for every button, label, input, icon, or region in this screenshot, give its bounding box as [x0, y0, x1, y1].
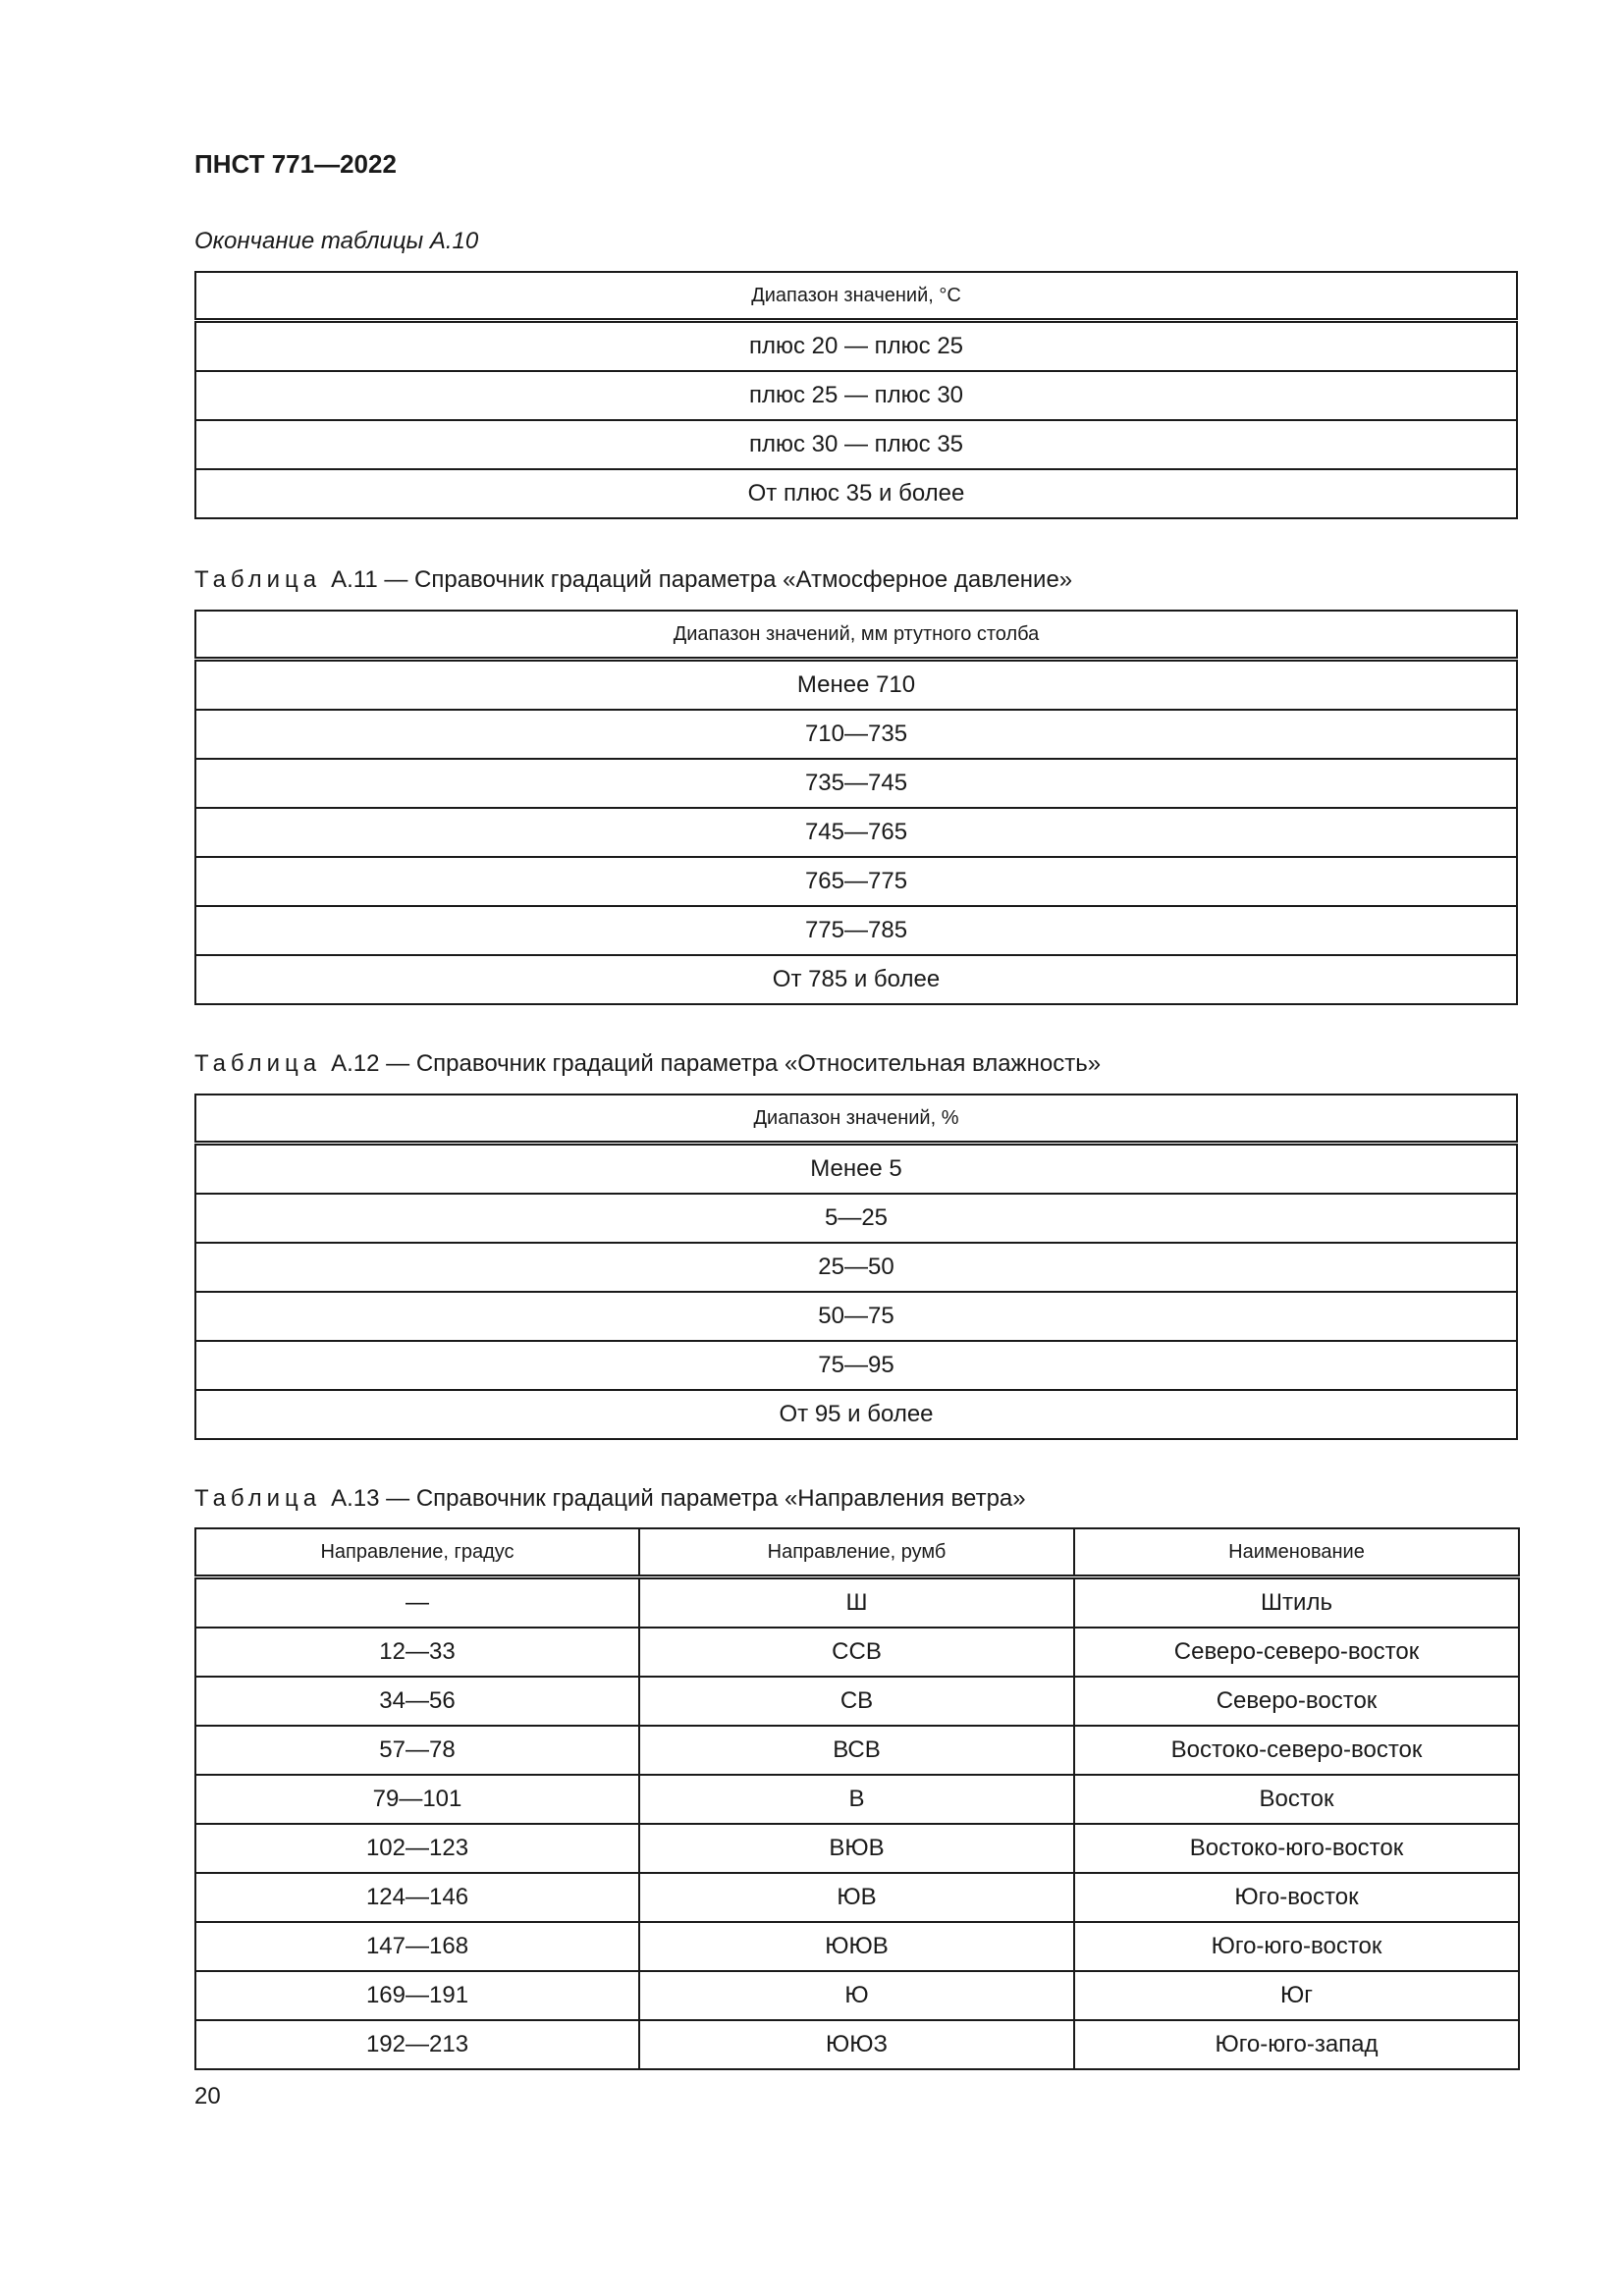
table-a11-pressure	[194, 610, 1518, 1005]
table-cell: ВСВ	[639, 1726, 1074, 1775]
table-row	[195, 1144, 1517, 1195]
table-cell: От 785 и более	[195, 955, 1517, 1004]
table-cell: Ю	[639, 1971, 1074, 2020]
table-a12-caption	[194, 1050, 1101, 1078]
table-cell: плюс 30 — плюс 35	[195, 420, 1517, 469]
table-cell: Северо-восток	[1074, 1677, 1519, 1726]
table-row	[195, 1628, 1519, 1677]
table-cell: Ш	[639, 1577, 1074, 1629]
table-cell: 79—101	[195, 1775, 639, 1824]
table-cell: плюс 25 — плюс 30	[195, 371, 1517, 420]
table-row	[195, 955, 1517, 1004]
table-cell: 50—75	[195, 1292, 1517, 1341]
table-cell: 102—123	[195, 1824, 639, 1873]
table-row	[195, 710, 1517, 759]
document-designation: ПНСТ 771—2022	[194, 149, 397, 179]
table-cell: 5—25	[195, 1194, 1517, 1243]
table-cell: Менее 5	[195, 1144, 1517, 1195]
table-cell: ЮВ	[639, 1873, 1074, 1922]
table-row	[195, 1390, 1517, 1439]
table-row	[195, 1677, 1519, 1726]
table-row	[195, 1341, 1517, 1390]
table-row	[195, 906, 1517, 955]
table-row	[195, 2020, 1519, 2069]
column-header: Диапазон значений, °С	[195, 272, 1517, 321]
table-a12-humidity	[194, 1094, 1518, 1440]
column-header: Направление, градус	[195, 1528, 639, 1577]
table-row	[195, 1726, 1519, 1775]
table-a13-wind-direction	[194, 1527, 1520, 2070]
caption-word: Таблица	[194, 1485, 322, 1512]
table-a11-caption	[194, 566, 1072, 594]
table-cell: Востоко-северо-восток	[1074, 1726, 1519, 1775]
table-cell: Штиль	[1074, 1577, 1519, 1629]
table-row	[195, 1873, 1519, 1922]
table-cell: 765—775	[195, 857, 1517, 906]
table-row	[195, 469, 1517, 518]
table-cell: 169—191	[195, 1971, 639, 2020]
table-row	[195, 1577, 1519, 1629]
table-row	[195, 1194, 1517, 1243]
table-cell: ВЮВ	[639, 1824, 1074, 1873]
table-cell: 75—95	[195, 1341, 1517, 1390]
table-row	[195, 1922, 1519, 1971]
column-header: Наименование	[1074, 1528, 1519, 1577]
table-cell: СВ	[639, 1677, 1074, 1726]
table-cell: 34—56	[195, 1677, 639, 1726]
table-cell: 710—735	[195, 710, 1517, 759]
table-cell: От 95 и более	[195, 1390, 1517, 1439]
table-cell: 735—745	[195, 759, 1517, 808]
table-cell: 25—50	[195, 1243, 1517, 1292]
table-cell: 745—765	[195, 808, 1517, 857]
table-cell: Восток	[1074, 1775, 1519, 1824]
table-row	[195, 420, 1517, 469]
table-cell: 775—785	[195, 906, 1517, 955]
table-cell: Востоко-юго-восток	[1074, 1824, 1519, 1873]
table-cell: 124—146	[195, 1873, 639, 1922]
table-cell: Юго-юго-запад	[1074, 2020, 1519, 2069]
table-cell: Юг	[1074, 1971, 1519, 2020]
table-a13-caption	[194, 1485, 1026, 1513]
table-row	[195, 1824, 1519, 1873]
caption-text: А.13 — Справочник градаций параметра «Направления ветра»	[331, 1485, 1026, 1512]
column-header: Диапазон значений, %	[195, 1095, 1517, 1144]
table-row	[195, 759, 1517, 808]
column-header: Диапазон значений, мм ртутного столба	[195, 611, 1517, 660]
table-row	[195, 808, 1517, 857]
table-cell: От плюс 35 и более	[195, 469, 1517, 518]
table-cell: 12—33	[195, 1628, 639, 1677]
table-row	[195, 1775, 1519, 1824]
table-cell: Северо-северо-восток	[1074, 1628, 1519, 1677]
caption-text: А.12 — Справочник градаций параметра «Относительная влажность»	[331, 1050, 1102, 1077]
table-row	[195, 1243, 1517, 1292]
table-cell: плюс 20 — плюс 25	[195, 321, 1517, 372]
table-cell: 192—213	[195, 2020, 639, 2069]
table-cell: —	[195, 1577, 639, 1629]
table-a10-temperature	[194, 271, 1518, 519]
table-row	[195, 660, 1517, 711]
table-cell: ЮЮЗ	[639, 2020, 1074, 2069]
table-cell: Менее 710	[195, 660, 1517, 711]
column-header: Направление, румб	[639, 1528, 1074, 1577]
table-cell: Юго-юго-восток	[1074, 1922, 1519, 1971]
table-row	[195, 1292, 1517, 1341]
page-number: 20	[194, 2083, 221, 2109]
table-row	[195, 857, 1517, 906]
table-row	[195, 1971, 1519, 2020]
table-a10-continuation-label: Окончание таблицы А.10	[194, 228, 479, 254]
table-cell: В	[639, 1775, 1074, 1824]
caption-text: А.11 — Справочник градаций параметра «Атмосферное давление»	[331, 566, 1073, 593]
table-cell: ЮЮВ	[639, 1922, 1074, 1971]
table-cell: ССВ	[639, 1628, 1074, 1677]
caption-word: Таблица	[194, 566, 322, 593]
table-row	[195, 321, 1517, 372]
table-cell: 57—78	[195, 1726, 639, 1775]
table-cell: 147—168	[195, 1922, 639, 1971]
table-row	[195, 371, 1517, 420]
table-cell: Юго-восток	[1074, 1873, 1519, 1922]
caption-word: Таблица	[194, 1050, 322, 1077]
